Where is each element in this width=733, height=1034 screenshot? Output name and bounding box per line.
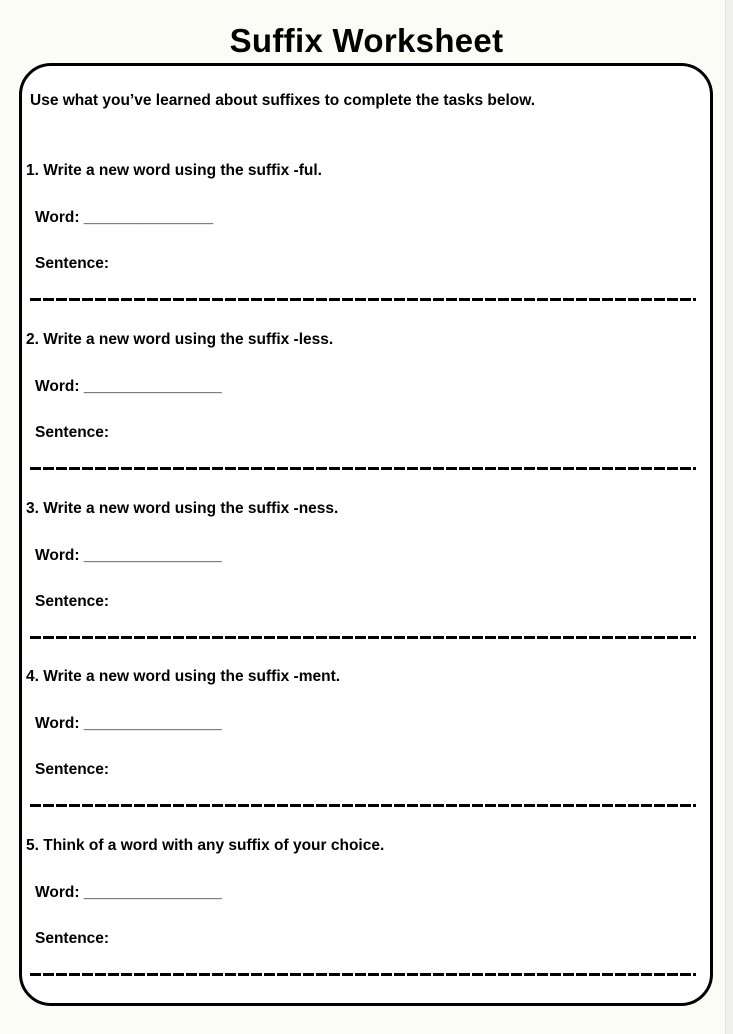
task-title: 1. Write a new word using the suffix -ful. [26, 162, 322, 179]
word-blank[interactable]: ________________ [83, 884, 222, 901]
sentence-answer-line[interactable] [30, 467, 696, 470]
sentence-label: Sentence: [35, 930, 110, 947]
word-blank[interactable]: ________________ [83, 547, 222, 564]
sentence-answer-line[interactable] [30, 298, 696, 301]
sentence-label: Sentence: [35, 593, 110, 610]
sentence-answer-line[interactable] [30, 636, 696, 639]
task-5 [22, 837, 710, 997]
task-title: 4. Write a new word using the suffix -ment. [26, 668, 341, 685]
word-blank[interactable]: ________________ [83, 715, 222, 732]
task-title: 2. Write a new word using the suffix -less. [26, 331, 334, 348]
word-blank[interactable]: _______________ [83, 209, 214, 226]
word-field[interactable] [35, 209, 213, 227]
task-title: 5. Think of a word with any suffix of your choice. [26, 837, 385, 854]
word-label: Word: [35, 378, 80, 395]
task-title: 3. Write a new word using the suffix -ness. [26, 500, 339, 517]
word-label: Word: [35, 884, 80, 901]
word-field[interactable] [35, 715, 222, 733]
word-field[interactable] [35, 884, 222, 902]
word-blank[interactable]: ________________ [83, 378, 222, 395]
word-label: Word: [35, 209, 80, 226]
sentence-label: Sentence: [35, 255, 110, 272]
task-1 [22, 162, 710, 322]
page-title: Suffix Worksheet [229, 22, 504, 59]
worksheet-box [19, 63, 713, 1006]
word-field[interactable] [35, 378, 222, 396]
page-edge [725, 0, 733, 1034]
word-label: Word: [35, 715, 80, 732]
task-3 [22, 500, 710, 660]
sentence-label: Sentence: [35, 424, 110, 441]
sentence-answer-line[interactable] [30, 973, 696, 976]
task-4 [22, 668, 710, 828]
sentence-answer-line[interactable] [30, 804, 696, 807]
instructions: Use what you’ve learned about suffixes to complete the tasks below. [30, 92, 536, 109]
word-field[interactable] [35, 547, 222, 565]
sentence-label: Sentence: [35, 761, 110, 778]
task-2 [22, 331, 710, 491]
word-label: Word: [35, 547, 80, 564]
